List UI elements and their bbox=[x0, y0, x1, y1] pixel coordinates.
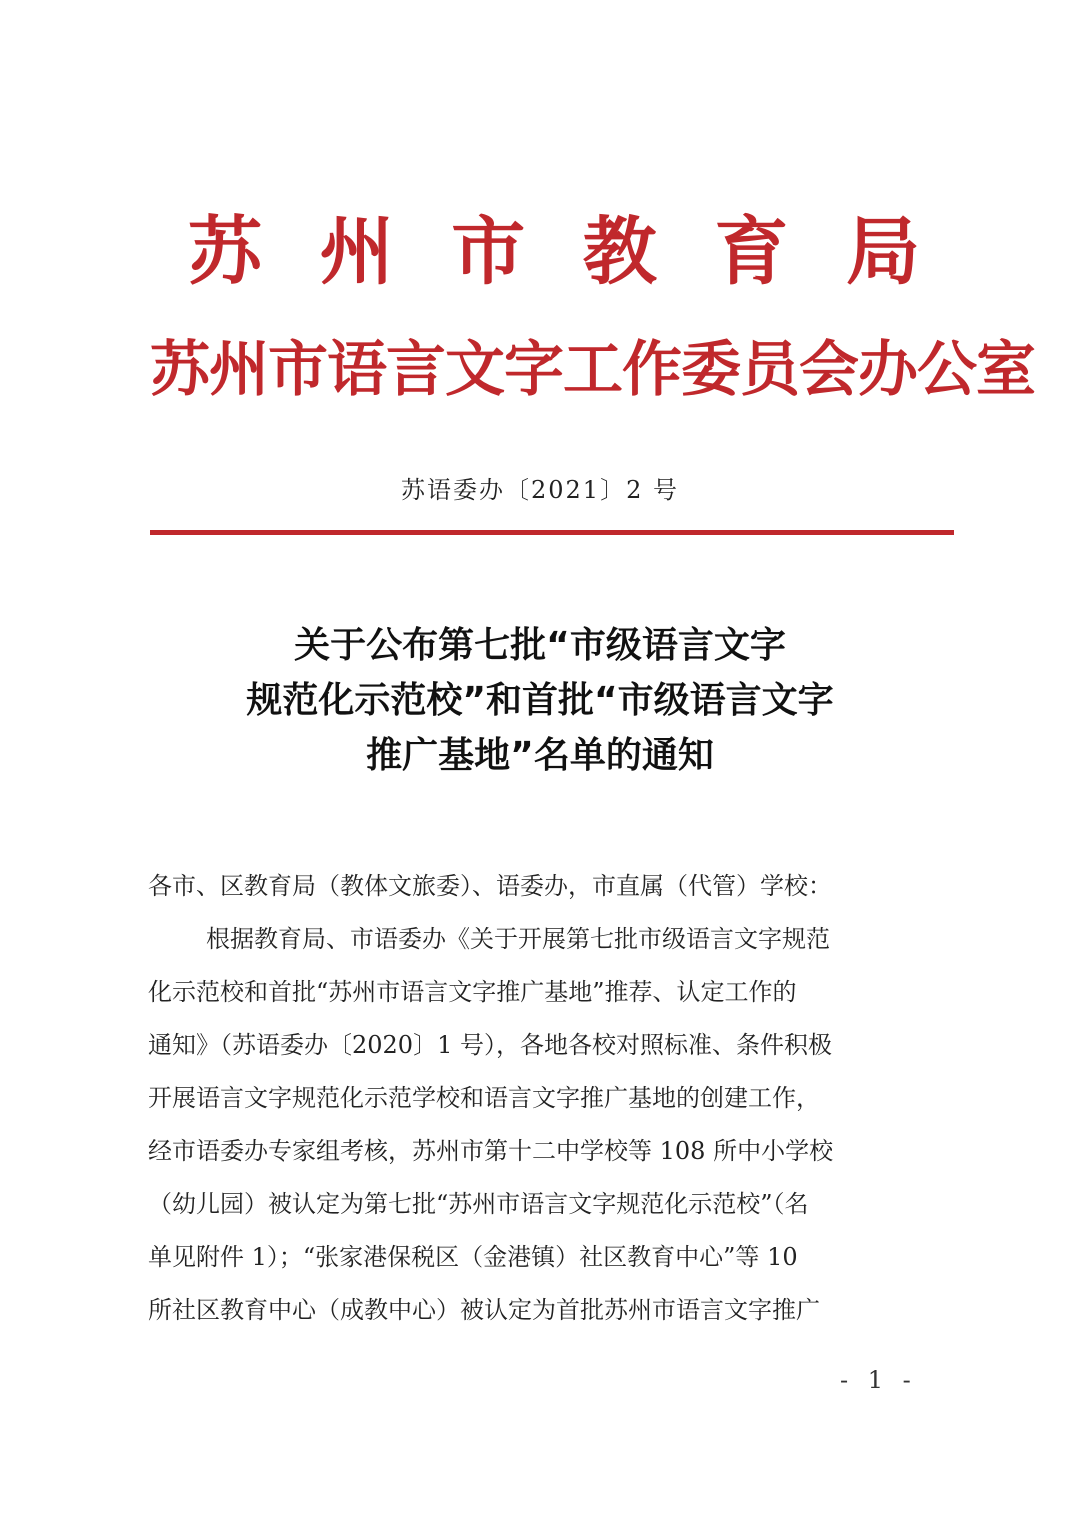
document-body bbox=[148, 860, 954, 1337]
issuer-char: 局 bbox=[845, 209, 920, 295]
issuer-name-line-1 bbox=[188, 196, 920, 296]
issuer-char: 育 bbox=[714, 209, 789, 295]
body-line: 开展语言文字规范化示范学校和语言文字推广基地的创建工作， bbox=[148, 1084, 820, 1112]
salutation: 各市、区教育局（教体文旅委）、语委办，市直属（代管）学校： bbox=[148, 872, 832, 900]
title-line: 规范化示范校”和首批“市级语言文字 bbox=[246, 680, 834, 721]
body-line: 所社区教育中心（成教中心）被认定为首批苏州市语言文字推广 bbox=[148, 1296, 820, 1324]
document-title bbox=[0, 618, 1080, 783]
document-number: 苏语委办〔2021〕2 号 bbox=[401, 476, 679, 504]
title-line: 推广基地”名单的通知 bbox=[366, 735, 714, 776]
issuer-char: 市 bbox=[451, 209, 526, 295]
body-line: 根据教育局、市语委办《关于开展第七批市级语言文字规范 bbox=[206, 925, 830, 953]
body-line: （幼儿园）被认定为第七批“苏州市语言文字规范化示范校”（名 bbox=[148, 1190, 809, 1218]
body-line: 单见附件 1）；“张家港保税区（金港镇）社区教育中心”等 10 bbox=[148, 1243, 798, 1271]
issuer-char: 教 bbox=[582, 209, 657, 295]
title-line: 关于公布第七批“市级语言文字 bbox=[294, 625, 786, 666]
body-line: 化示范校和首批“苏州市语言文字推广基地”推荐、认定工作的 bbox=[148, 978, 797, 1006]
issuer-char: 苏 bbox=[188, 209, 262, 295]
issuer-char: 州 bbox=[319, 209, 394, 295]
issuer-name-line-2: 苏州市语言文字工作委员会办公室 bbox=[150, 335, 1035, 405]
page-number: - 1 - bbox=[840, 1366, 917, 1394]
red-divider bbox=[150, 530, 954, 535]
body-line: 经市语委办专家组考核，苏州市第十二中学校等 108 所中小学校 bbox=[148, 1137, 834, 1165]
body-line: 通知》（苏语委办〔2020〕1 号），各地各校对照标准、条件积极 bbox=[148, 1031, 832, 1059]
